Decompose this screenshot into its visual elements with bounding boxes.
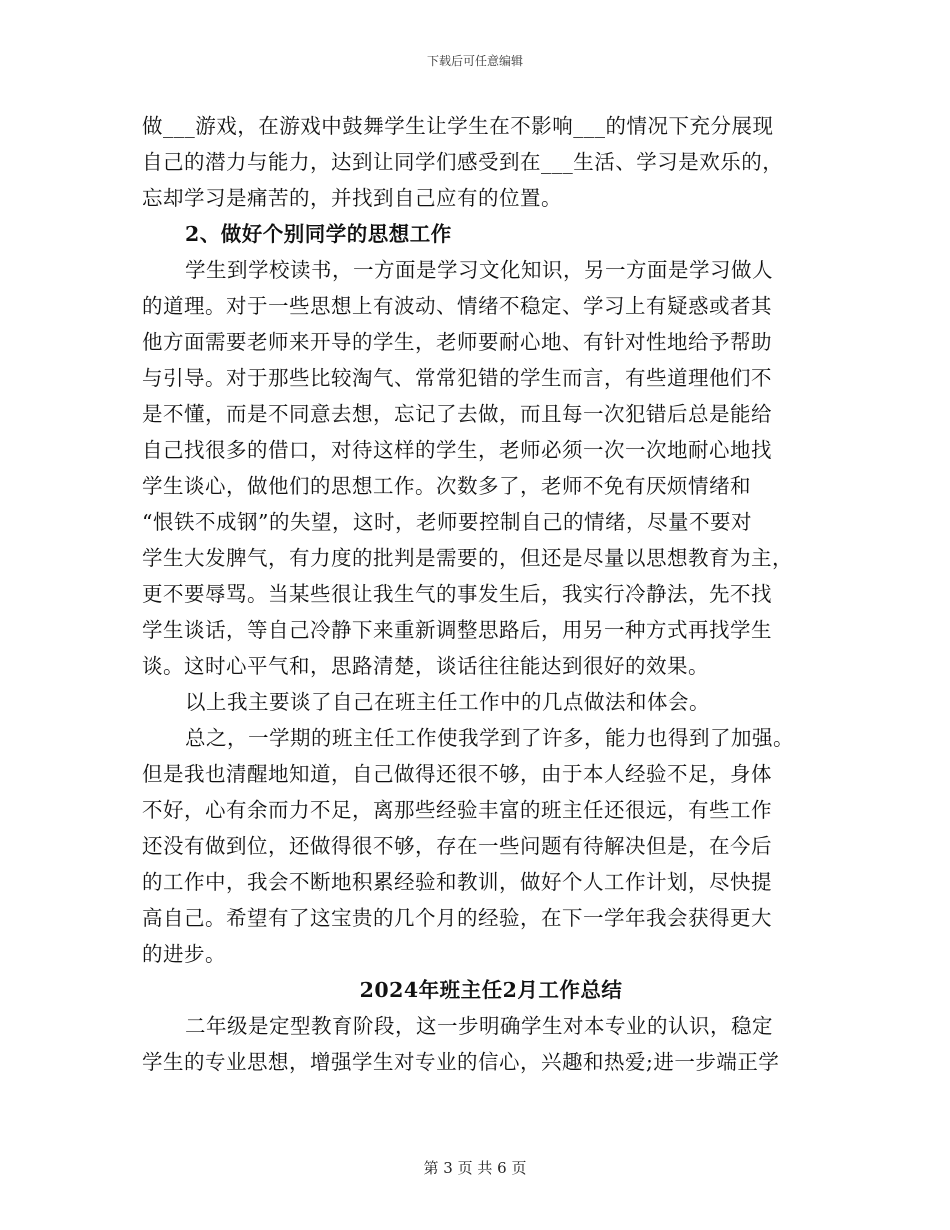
paragraph-line: 与引导。对于那些比较淘气、常常犯错的学生而言，有些道理他们不 (142, 366, 772, 390)
page-number: 第 3 页 共 6 页 (423, 1159, 527, 1177)
paragraph-line: 学生的专业思想，增强学生对专业的信心，兴趣和热爱;进一步端正学 (142, 1050, 780, 1074)
page-header: 下载后可任意编辑 (426, 54, 523, 68)
paragraph-line: 学生谈心，做他们的思想工作。次数多了，老师不免有厌烦情绪和 (142, 474, 751, 498)
paragraph-line: 学生大发脾气，有力度的批判是需要的，但还是尽量以思想教育为主， (142, 546, 793, 570)
paragraph-line: 是不懂，而是不同意去想，忘记了去做，而且每一次犯错后总是能给 (142, 402, 772, 426)
paragraph-line: 学生到学校读书，一方面是学习文化知识，另一方面是学习做人 (185, 258, 773, 282)
section-heading: 2、做好个别同学的思想工作 (185, 222, 452, 246)
paragraph-line: 的工作中，我会不断地积累经验和教训，做好个人工作计划，尽快提 (142, 870, 772, 894)
paragraph-line: 高自己。希望有了这宝贵的几个月的经验，在下一学年我会获得更大 (142, 906, 772, 930)
paragraph-line: 总之，一学期的班主任工作使我学到了许多，能力也得到了加强。 (185, 726, 794, 750)
article-title: 2024年班主任2月工作总结 (359, 978, 623, 1002)
paragraph-line: 学生谈话，等自己冷静下来重新调整思路后，用另一种方式再找学生 (142, 618, 772, 642)
paragraph-line: 还没有做到位，还做得很不够，存在一些问题有待解决但是，在今后 (142, 834, 772, 858)
paragraph-line: 的道理。对于一些思想上有波动、情绪不稳定、学习上有疑惑或者其 (142, 294, 772, 318)
document-body (142, 108, 810, 1080)
paragraph-line: 以上我主要谈了自己在班主任工作中的几点做法和体会。 (185, 690, 710, 714)
paragraph-line: 忘却学习是痛苦的，并找到自己应有的位置。 (142, 186, 562, 210)
paragraph-line: 谈。这时心平气和，思路清楚，谈话往往能达到很好的效果。 (142, 654, 709, 678)
paragraph-line: 更不要辱骂。当某些很让我生气的事发生后，我实行冷静法，先不找 (142, 582, 772, 606)
paragraph-line: 做___游戏，在游戏中鼓舞学生让学生在不影响___的情况下充分展现 (142, 114, 774, 138)
paragraph-line: 自己找很多的借口，对待这样的学生，老师必须一次一次地耐心地找 (142, 438, 772, 462)
paragraph-line: “恨铁不成钢”的失望，这时，老师要控制自己的情绪，尽量不要对 (142, 510, 752, 534)
paragraph-line: 的进步。 (142, 942, 226, 966)
paragraph-line: 不好，心有余而力不足，离那些经验丰富的班主任还很远，有些工作 (142, 798, 772, 822)
paragraph-line: 自己的潜力与能力，达到让同学们感受到在___生活、学习是欢乐的， (142, 150, 784, 174)
paragraph-line: 二年级是定型教育阶段，这一步明确学生对本专业的认识，稳定 (185, 1014, 773, 1038)
paragraph-line: 但是我也清醒地知道，自己做得还很不够，由于本人经验不足，身体 (142, 762, 772, 786)
paragraph-line: 他方面需要老师来开导的学生，老师要耐心地、有针对性地给予帮助 (142, 330, 772, 354)
